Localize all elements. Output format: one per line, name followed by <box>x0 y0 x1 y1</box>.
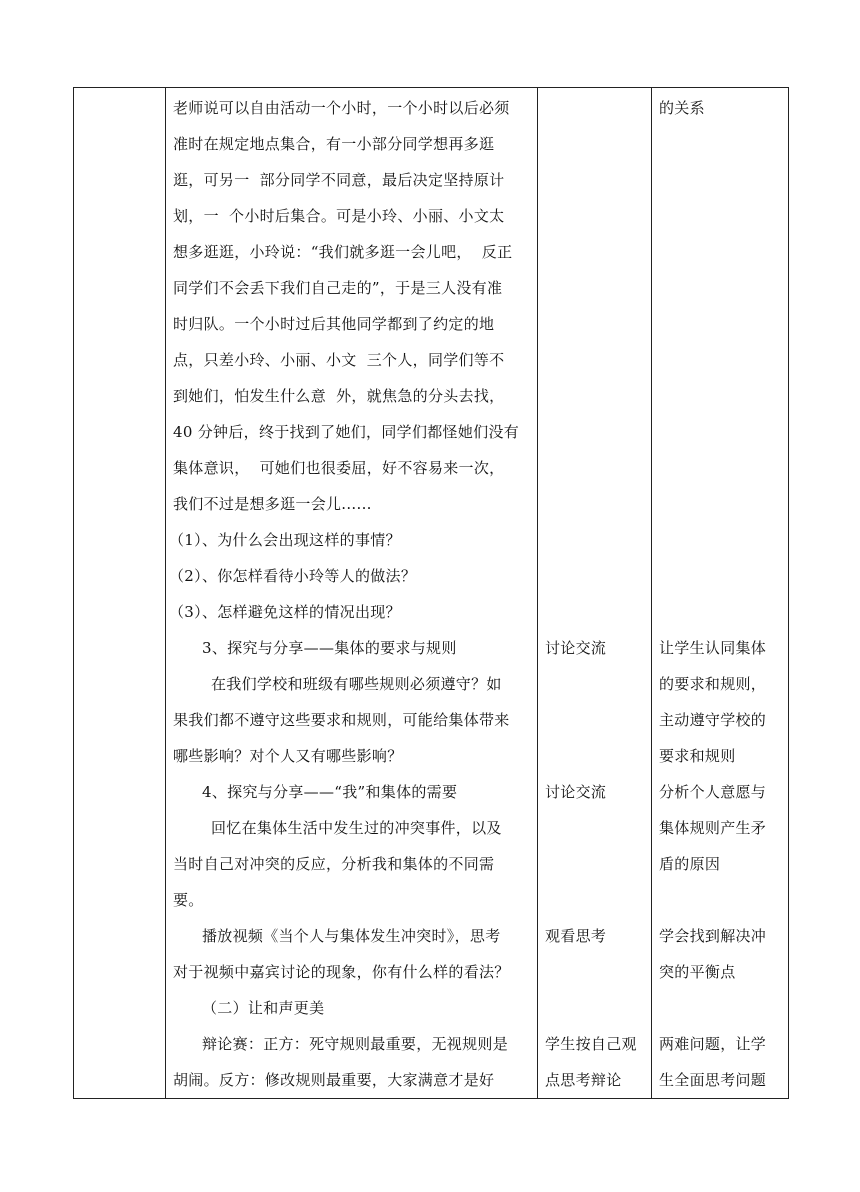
content-line: 点，只差小玲、小丽、小文 三个人，同学们等不 <box>173 351 505 369</box>
content-line: 对于视频中嘉宾讨论的现象，你有什么样的看法？ <box>173 963 510 981</box>
intent-line: 突的平衡点 <box>659 963 736 981</box>
content-line: 集体意识， 可她们也很委屈，好不容易来一次， <box>173 459 505 477</box>
intent-line: 要求和规则 <box>659 747 736 765</box>
content-line: 要。 <box>173 891 204 909</box>
section-heading: （二）让和声更美 <box>202 999 325 1017</box>
teaching-content-column <box>165 88 537 1098</box>
lesson-plan-table <box>73 87 789 1099</box>
content-line: 40 分钟后，终于找到了她们，同学们都怪她们没有 <box>173 423 520 441</box>
section-heading: 4、探究与分享——“我”和集体的需要 <box>202 783 458 801</box>
activity-line: 学生按自己观 <box>545 1035 637 1053</box>
student-activity-column <box>537 88 651 1098</box>
intent-line: 学会找到解决冲 <box>659 927 767 945</box>
content-line: 回忆在集体生活中发生过的冲突事件，以及 <box>211 819 502 837</box>
intent-line: 分析个人意愿与 <box>659 783 767 801</box>
content-line: 果我们都不遵守这些要求和规则，可能给集体带来 <box>173 711 510 729</box>
design-intent-column <box>651 88 788 1098</box>
content-line: 到她们，怕发生什么意 外，就焦急的分头去找， <box>173 387 505 405</box>
intent-line: 的要求和规则， <box>659 675 767 693</box>
intent-line: 的关系 <box>659 99 705 117</box>
content-line: 我们不过是想多逛一会儿...... <box>173 495 372 513</box>
intent-line: 让学生认同集体 <box>659 639 767 657</box>
content-line: 准时在规定地点集合，有一小部分同学想再多逛 <box>173 135 495 153</box>
stage-column-cell <box>74 88 165 1098</box>
content-line: 逛，可另一 部分同学不同意，最后决定坚持原计 <box>173 171 505 189</box>
activity-line: 点思考辩论 <box>545 1071 622 1089</box>
question-item: （3）、怎样避免这样的情况出现？ <box>169 603 401 621</box>
content-line: 辩论赛：正方：死守规则最重要，无视规则是 <box>202 1035 509 1053</box>
intent-line: 盾的原因 <box>659 855 721 873</box>
content-line: 哪些影响？对个人又有哪些影响？ <box>173 747 403 765</box>
intent-line: 两难问题，让学 <box>659 1035 767 1053</box>
question-item: （1）、为什么会出现这样的事情？ <box>169 531 401 549</box>
content-line: 胡闹。反方：修改规则最重要，大家满意才是好 <box>173 1071 495 1089</box>
activity-line: 讨论交流 <box>545 639 607 657</box>
intent-line: 主动遵守学校的 <box>659 711 767 729</box>
content-line: 当时自己对冲突的反应，分析我和集体的不同需 <box>173 855 495 873</box>
question-item: （2）、你怎样看待小玲等人的做法？ <box>169 567 417 585</box>
intent-line: 生全面思考问题 <box>659 1071 767 1089</box>
activity-line: 讨论交流 <box>545 783 607 801</box>
content-line: 同学们不会丢下我们自己走的”，于是三人没有准 <box>173 279 503 297</box>
content-line: 时归队。一个小时过后其他同学都到了约定的地 <box>173 315 495 333</box>
content-line: 老师说可以自由活动一个小时，一个小时以后必须 <box>173 99 510 117</box>
content-line: 播放视频《当个人与集体发生冲突时》，思考 <box>202 927 501 945</box>
content-line: 在我们学校和班级有哪些规则必须遵守？如 <box>211 675 502 693</box>
content-line: 想多逛逛，小玲说：“我们就多逛一会儿吧， 反正 <box>173 243 513 261</box>
intent-line: 集体规则产生矛 <box>659 819 767 837</box>
content-line: 划，一 个小时后集合。可是小玲、小丽、小文太 <box>173 207 505 225</box>
activity-line: 观看思考 <box>545 927 607 945</box>
section-heading: 3、探究与分享——集体的要求与规则 <box>202 639 457 657</box>
